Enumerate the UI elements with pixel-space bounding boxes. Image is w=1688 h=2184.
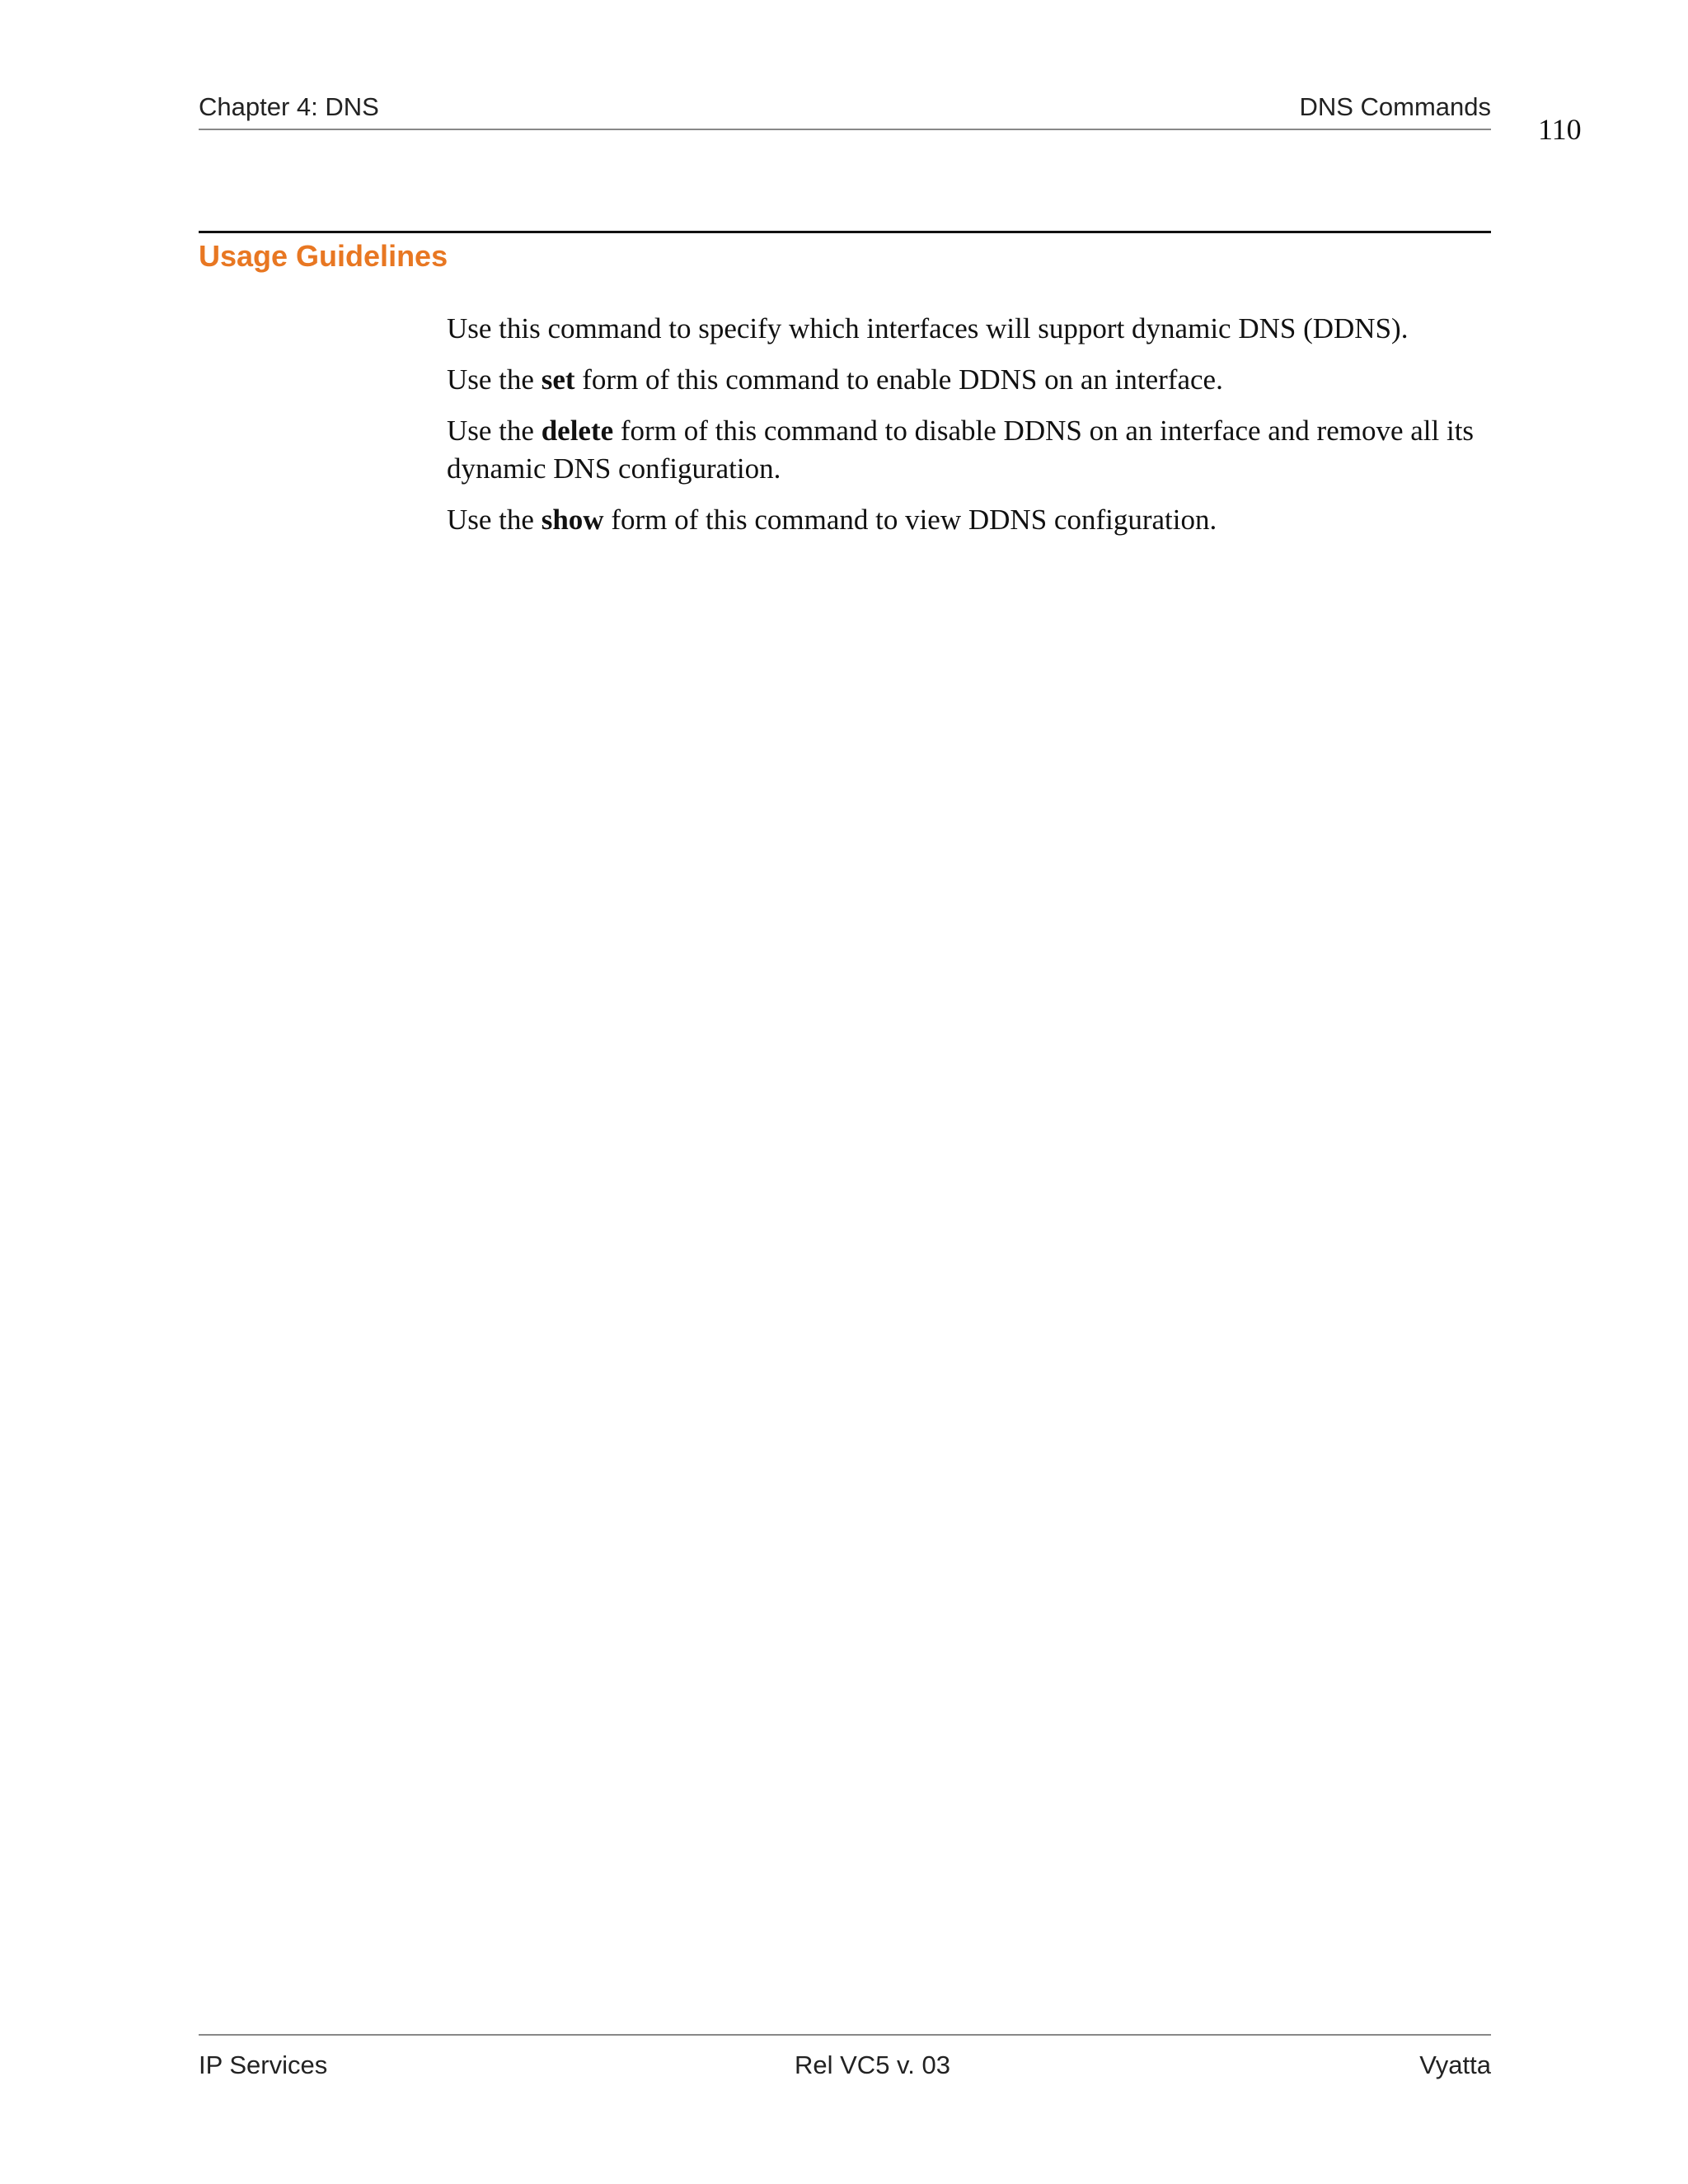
footer-release: Rel VC5 v. 03 (795, 2050, 950, 2079)
paragraph: Use the set form of this command to enable DDNS on an interface. (447, 363, 1223, 396)
page-number: 110 (1538, 113, 1582, 146)
page-header (199, 89, 1491, 130)
keyword-set: set (541, 363, 575, 396)
section-divider (199, 231, 1491, 233)
keyword-show: show (541, 504, 604, 536)
usage-guidelines-body (447, 310, 1493, 552)
paragraph: Use this command to specify which interfaces will support dynamic DNS (DDNS). (447, 312, 1409, 344)
section-name: DNS Commands (1299, 92, 1491, 121)
chapter-title: Chapter 4: DNS (199, 92, 379, 121)
footer-company: Vyatta (1419, 2050, 1491, 2079)
page-footer (199, 2034, 1491, 2085)
section-heading: Usage Guidelines (199, 239, 448, 273)
paragraph: Use the show form of this command to view DDNS configuration. (447, 504, 1217, 536)
keyword-delete: delete (541, 415, 614, 447)
paragraph: Use the delete form of this command to disable DDNS on an interface and remove all its dynamic DNS configuration. (447, 415, 1475, 485)
footer-product: IP Services (199, 2050, 328, 2079)
